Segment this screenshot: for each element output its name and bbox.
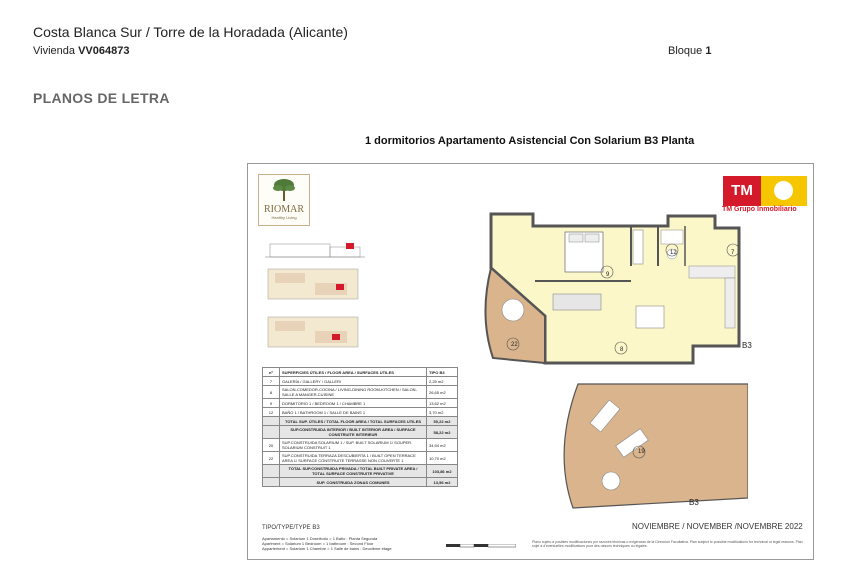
table-cell: 50,22 m2 (427, 417, 458, 426)
table-cell: 2,25 m2 (427, 377, 458, 386)
key-plans (260, 239, 370, 359)
table-cell: TOTAL SUP.CONSTRUIDA PRIVADA / TOTAL BUILT PRIVATE AREA / TOTAL SURFACE CONSTRUITE PRIVATIVE (280, 465, 427, 478)
apartment-floor-plan (453, 206, 748, 511)
tipo-label: TIPO/TYPE/TYPE B3 (262, 525, 320, 531)
table-icon (636, 306, 664, 328)
tree-icon (259, 175, 309, 205)
location-title: Costa Blanca Sur / Torre de la Horadada (Alicante) (33, 24, 348, 40)
site-plan-1 (268, 269, 358, 299)
riomar-logo (258, 174, 310, 226)
vivienda-line (33, 45, 129, 57)
table-cell: SALON-COMEDOR-COCINA / LIVING-DINING ROOM-KITCHEN / SALON-SALLE A MANGER-CUISINE (280, 386, 427, 399)
table-cell: SUP.CONSTRUIDA TERRAZA DESCUBIERTA 1 / BUILT OPEN TERRACE AREA 1/ SURFACE CONSTRUITE TERRASSE NON COUVERTE 1 (280, 452, 427, 465)
room-label-19: 19 (638, 449, 645, 455)
table-cell (263, 465, 280, 478)
riomar-name: RIOMAR (263, 204, 304, 215)
table-row (263, 439, 458, 452)
elevation-diagram (265, 243, 365, 257)
table-cell: 3,70 m2 (427, 408, 458, 417)
table-row (263, 478, 458, 487)
table-cell: SUP.CONSTRUIDA INTERIOR / BUILT INTERIOR AREA / SURFACE CONSTRUITE INTERIEUR (280, 426, 427, 439)
table-cell: 22 (263, 452, 280, 465)
scale-bar (446, 544, 516, 548)
table-cell: 58,22 m2 (427, 426, 458, 439)
table-row (263, 399, 458, 408)
legend-line: Appartement = Solarium 1 Chambre = 1 Salle de bains : Deuxième étage (262, 546, 392, 551)
tm-logo-text: TM (723, 176, 761, 206)
bloque-line (668, 45, 711, 57)
table-cell (263, 478, 280, 487)
table-row (263, 377, 458, 386)
table-cell: 8 (263, 386, 280, 399)
circle-icon (774, 181, 793, 200)
table-cell: 103,86 m2 (427, 465, 458, 478)
table-row (263, 408, 458, 417)
plan-title: 1 dormitorios Apartamento Asistencial Con Solarium B3 Planta (365, 135, 695, 147)
table-row (263, 426, 458, 439)
table-cell: 13,62 m2 (427, 399, 458, 408)
room-label-7: 7 (731, 250, 735, 256)
table-header-row (263, 368, 458, 377)
table-cell: 26,65 m2 (427, 386, 458, 399)
bloque-label: Bloque (668, 45, 703, 57)
table-row (263, 386, 458, 399)
table-row (263, 465, 458, 478)
table-cell: 20 (263, 439, 280, 452)
table-cell: DORMITORIO 1 / BEDROOM 1 / CHAMBRE 1 (280, 399, 427, 408)
table-cell: TOTAL SUP. ÚTILES / TOTAL FLOOR AREA / TOTAL SURFACES UTILES (280, 417, 427, 426)
table-row (263, 417, 458, 426)
vivienda-code: VV064873 (78, 45, 130, 57)
table-cell: GALERÍA / GALLERY / GALLERI (280, 377, 427, 386)
room-label-8: 8 (620, 347, 624, 353)
table-cell: 9 (263, 399, 280, 408)
area-table (262, 367, 458, 487)
section-title: PLANOS DE LETRA (33, 90, 170, 106)
table-cell: BAÑO 1 / BATHROOM 1 / SALLE DE BAINS 1 (280, 408, 427, 417)
table-cell: 12 (263, 408, 280, 417)
table-cell: 10,70 m2 (427, 452, 458, 465)
table-cell: 13,56 m2 (427, 478, 458, 487)
disclaimer: Plano sujeto a posibles modificaciones por razones técnicas o exigencias de la Dirección Facultativa. Plan subject to possible modifications for technical or legal reasons. Plan sujet à d'éventuelles modifications pour des raisons techniques ou légales. (532, 540, 803, 548)
vivienda-label: Vivienda (33, 45, 75, 57)
table-cell: 34,94 m2 (427, 439, 458, 452)
site-plan-2 (268, 317, 358, 347)
legend (262, 536, 442, 551)
solarium-19 (564, 384, 748, 508)
sofa-icon (553, 294, 601, 310)
date-label: NOVIEMBRE / NOVEMBER /NOVEMBRE 2022 (632, 522, 803, 531)
block-label-upper: B3 (742, 341, 752, 350)
table-cell (263, 426, 280, 439)
floor-plan-sheet (247, 163, 814, 560)
table-cell (263, 417, 280, 426)
table-cell: 7 (263, 377, 280, 386)
tm-label: TM Grupo Inmobiliario (722, 206, 797, 213)
bloque-number: 1 (705, 45, 712, 57)
table-cell: TIPO B3 (427, 368, 458, 377)
table-row (263, 452, 458, 465)
legend-line: Apartment = Solarium 1 Bedroom = 1 bathroom : Second Floor (262, 541, 374, 546)
riomar-subtitle: Healthy Living (271, 215, 297, 220)
table-cell: SUP.CONSTRUIDA SOLARIUM 1 / SUP. BUILT SOLARIUM 1/ SOUPER. SOLARIUM CONSTRUIT 1 (280, 439, 427, 452)
table-cell: SUPERFICIES ÚTILES / FLOOR AREA / SURFACES UTILES (280, 368, 427, 377)
table-cell: SUP. CONSTRUIDA ZONAS COMUNES (280, 478, 427, 487)
tm-logo (723, 176, 807, 206)
block-label-lower: B3 (689, 498, 699, 507)
room-label-9: 9 (606, 272, 610, 278)
table-cell: nº (263, 368, 280, 377)
room-label-12: 12 (670, 250, 677, 256)
legend-line: Apartamento = Solarium 1 Dormitorio = 1 Baño : Planta Segunda (262, 536, 378, 541)
room-label-22: 22 (511, 342, 518, 348)
